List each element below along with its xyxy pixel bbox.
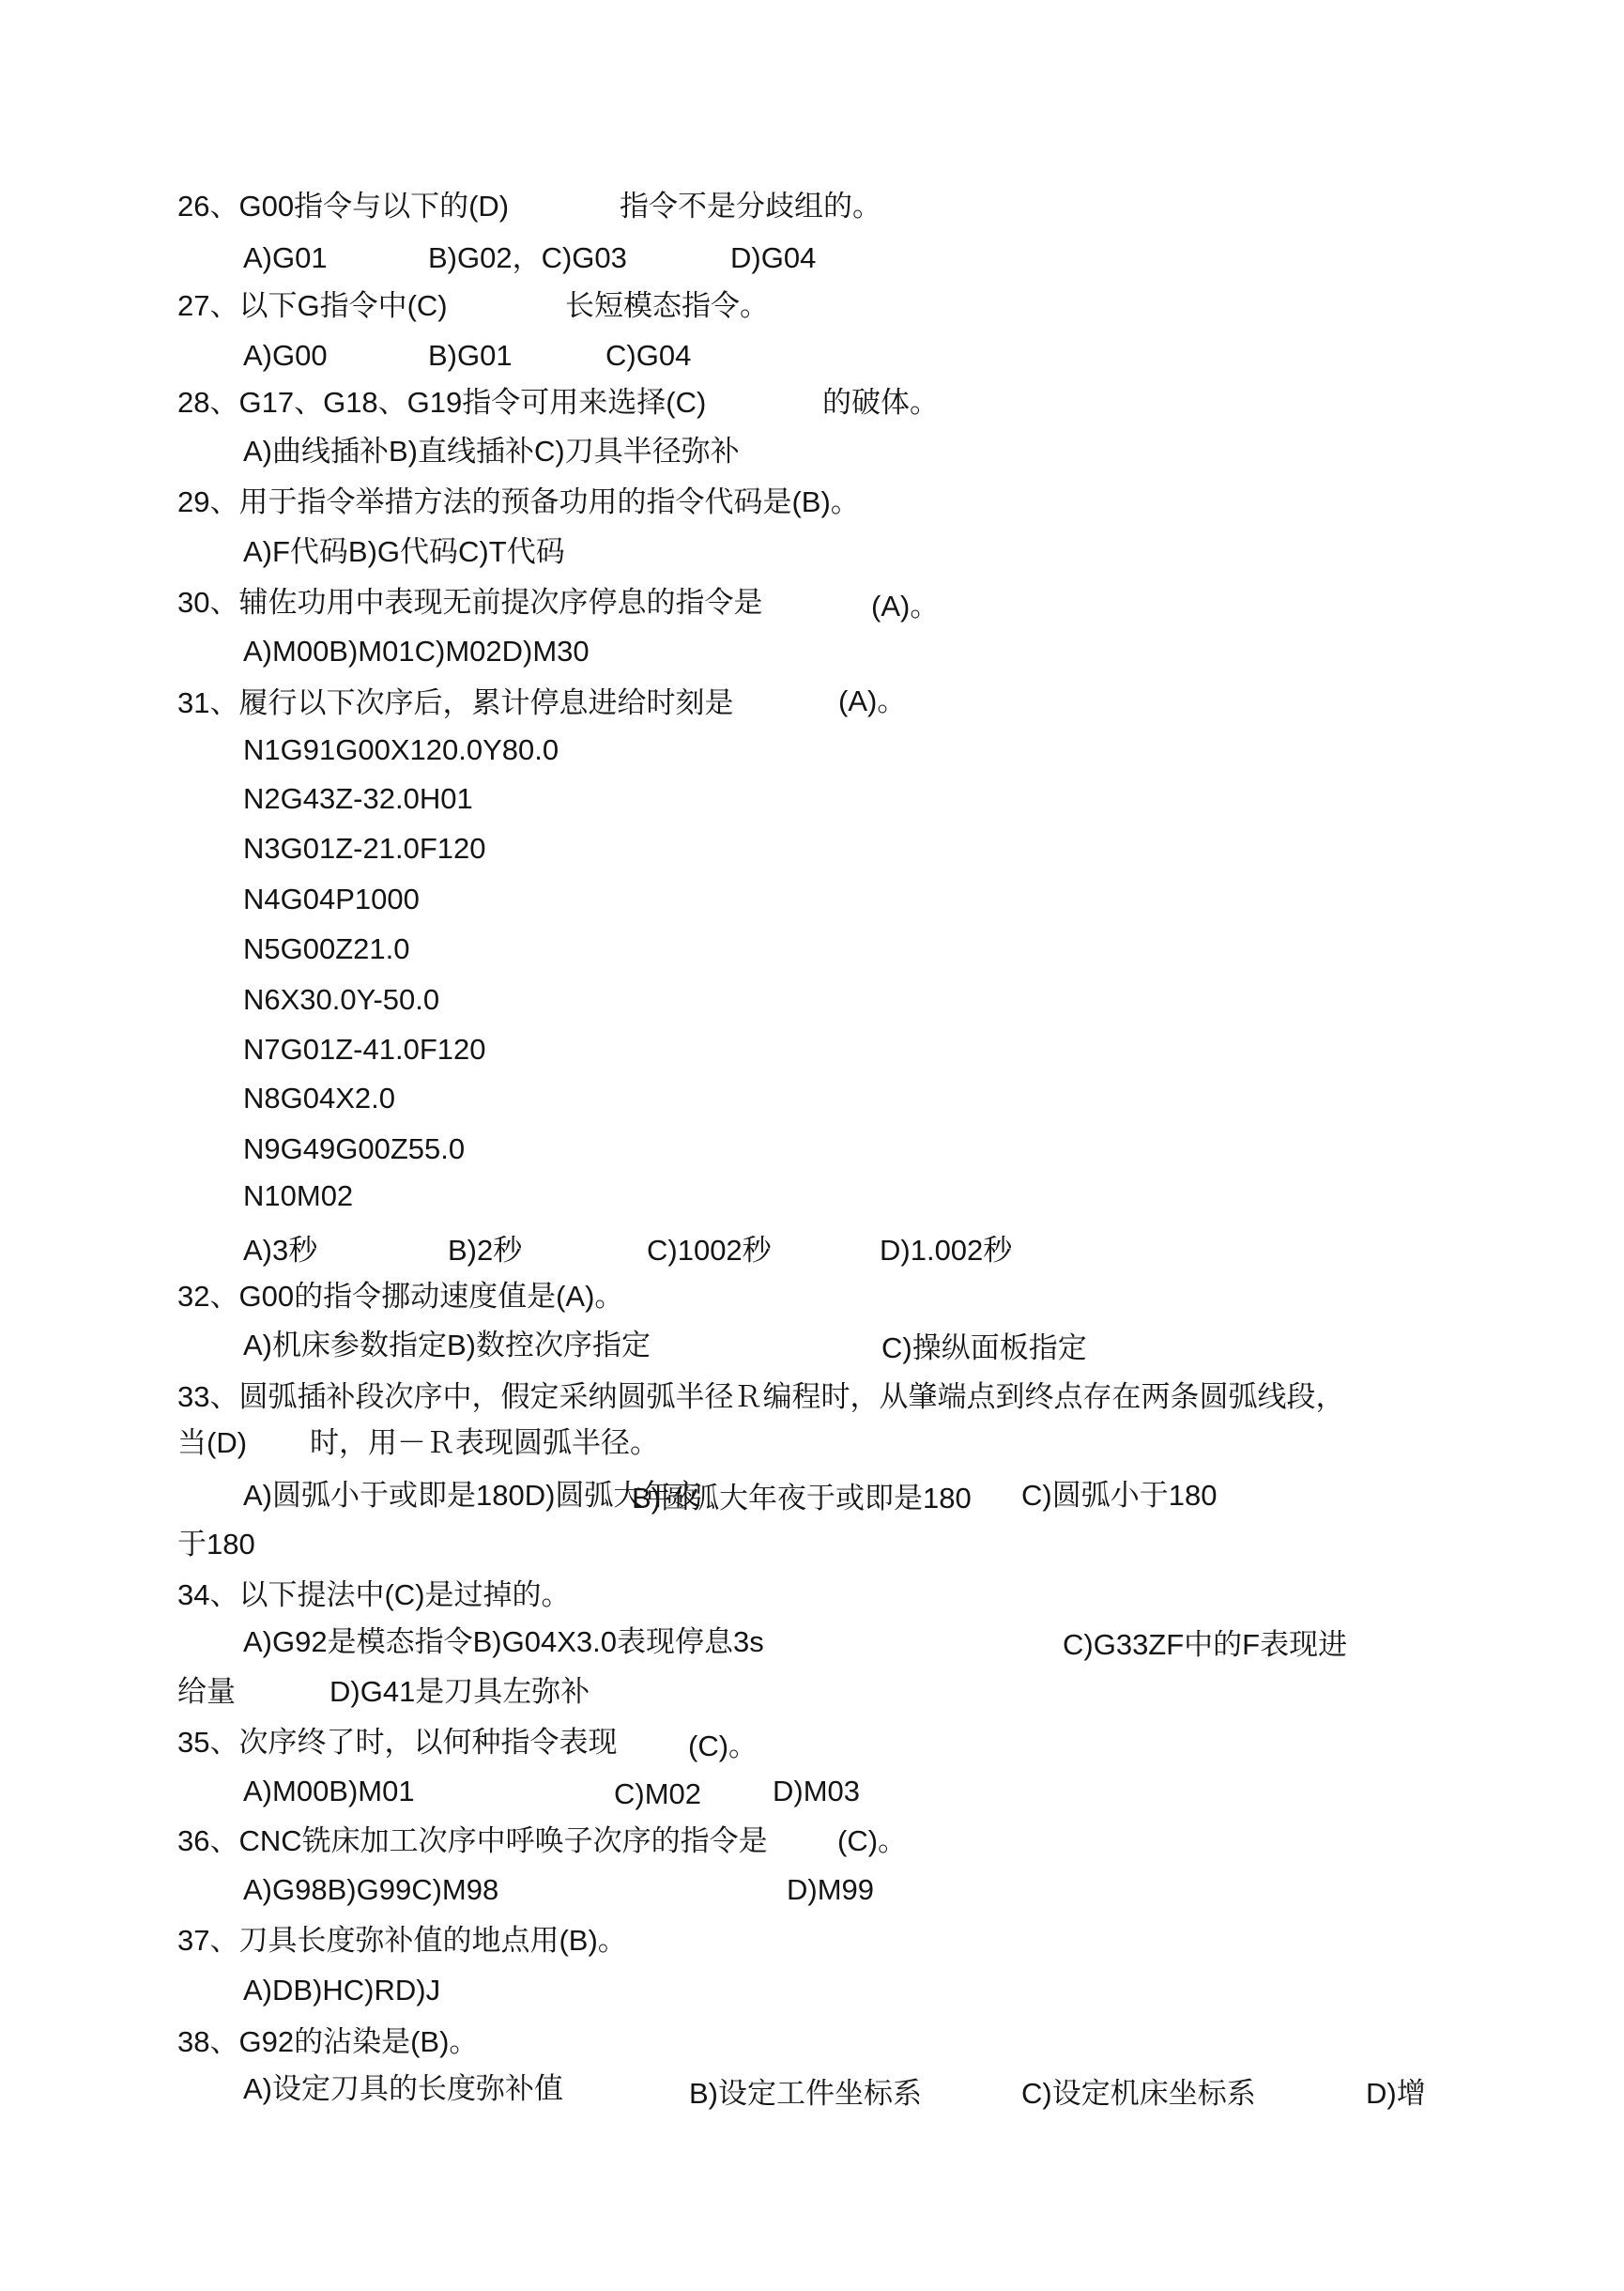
program-line: N7G01Z-41.0F120 bbox=[243, 1033, 486, 1066]
question-30-stem-tail: (A)。 bbox=[871, 590, 940, 623]
question-29-stem: 29、用于指令举措方法的预备功用的指令代码是(B)。 bbox=[177, 485, 860, 518]
question-35-stem: 35、次序终了时，以何种指令表现 bbox=[177, 1726, 618, 1759]
program-line: N9G49G00Z55.0 bbox=[243, 1132, 466, 1165]
question-27-stem: 27、以下G指令中(C) bbox=[177, 289, 448, 322]
program-line: N2G43Z-32.0H01 bbox=[243, 782, 473, 815]
question-31-stem: 31、履行以下次序后，累计停息进给时刻是 bbox=[177, 686, 734, 719]
question-34-stem: 34、以下提法中(C)是过掉的。 bbox=[177, 1578, 571, 1611]
question-26-option-d: D)G04 bbox=[730, 241, 817, 274]
question-28-stem: 28、G17、G18、G19指令可用来选择(C) bbox=[177, 386, 707, 419]
program-line: N6X30.0Y-50.0 bbox=[243, 983, 440, 1016]
question-37-options: A)DB)HC)RD)J bbox=[243, 1974, 441, 2007]
question-26-option-bc: B)G02，C)G03 bbox=[428, 241, 627, 274]
program-line: N8G04X2.0 bbox=[243, 1082, 395, 1115]
question-27-option-b: B)G01 bbox=[428, 339, 513, 372]
question-36-option-d: D)M99 bbox=[787, 1873, 875, 1906]
question-38-option-b: B)设定工件坐标系 bbox=[689, 2077, 922, 2110]
question-27-option-c: C)G04 bbox=[605, 339, 692, 372]
question-27-option-a: A)G00 bbox=[243, 339, 328, 372]
question-31-option-b: B)2秒 bbox=[448, 1234, 523, 1267]
program-line: N5G00Z21.0 bbox=[243, 932, 410, 965]
question-36-stem-tail: (C)。 bbox=[837, 1824, 908, 1857]
program-line: N1G91G00X120.0Y80.0 bbox=[243, 733, 559, 766]
question-30-stem: 30、辅佐功用中表现无前提次序停息的指令是 bbox=[177, 586, 763, 619]
question-26-stem: 26、G00指令与以下的(D) bbox=[177, 190, 510, 223]
question-35-option-d: D)M03 bbox=[773, 1775, 861, 1807]
question-34-option-d: D)G41是刀具左弥补 bbox=[329, 1675, 590, 1708]
question-38-option-c: C)设定机床坐标系 bbox=[1021, 2077, 1256, 2110]
question-35-options-ab: A)M00B)M01 bbox=[243, 1775, 415, 1807]
question-31-option-a: A)3秒 bbox=[243, 1234, 318, 1267]
question-33-stem-line2: 当(D) bbox=[177, 1426, 248, 1459]
program-line: N4G04P1000 bbox=[243, 883, 420, 915]
question-33-stem: 33、圆弧插补段次序中，假定采纳圆弧半径Ｒ编程时，从肇端点到终点存在两条圆弧线段， bbox=[177, 1380, 1345, 1413]
question-33-options-wrap: 于180 bbox=[177, 1528, 255, 1561]
question-33-options-ad: A)圆弧小于或即是180D)圆弧大年夜 bbox=[243, 1479, 701, 1512]
question-34-options-ab: A)G92是模态指令B)G04X3.0表现停息3s bbox=[243, 1625, 764, 1658]
question-38-option-a: A)设定刀具的长度弥补值 bbox=[243, 2072, 563, 2105]
question-31-option-d: D)1.002秒 bbox=[880, 1234, 1013, 1267]
question-26-option-a: A)G01 bbox=[243, 241, 328, 274]
question-34-option-c: C)G33ZF中的F表现进 bbox=[1063, 1628, 1348, 1661]
question-29-options: A)F代码B)G代码C)T代码 bbox=[243, 535, 565, 568]
question-27-stem-tail: 长短模态指令。 bbox=[565, 289, 769, 322]
question-33-stem-line2-tail: 时，用－Ｒ表现圆弧半径。 bbox=[310, 1426, 659, 1459]
question-28-stem-tail: 的破体。 bbox=[822, 386, 939, 419]
question-30-options: A)M00B)M01C)M02D)M30 bbox=[243, 635, 590, 668]
question-31-option-c: C)1002秒 bbox=[647, 1234, 772, 1267]
question-32-option-c: C)操纵面板指定 bbox=[881, 1331, 1087, 1364]
question-28-options: A)曲线插补B)直线插补C)刀具半径弥补 bbox=[243, 435, 740, 468]
question-34-option-c-wrap: 给量 bbox=[177, 1675, 236, 1708]
question-36-stem: 36、CNC铣床加工次序中呼唤子次序的指令是 bbox=[177, 1824, 768, 1857]
question-32-options-ab: A)机床参数指定B)数控次序指定 bbox=[243, 1329, 651, 1361]
question-33-option-c: C)圆弧小于180 bbox=[1021, 1479, 1218, 1512]
question-32-stem: 32、G00的指令挪动速度值是(A)。 bbox=[177, 1280, 624, 1313]
question-33-option-b: B)圆弧大年夜于或即是180 bbox=[632, 1482, 972, 1515]
program-line: N3G01Z-21.0F120 bbox=[243, 832, 486, 865]
program-line: N10M02 bbox=[243, 1179, 354, 1212]
question-26-stem-tail: 指令不是分歧组的。 bbox=[620, 190, 881, 223]
question-38-stem: 38、G92的沾染是(B)。 bbox=[177, 2025, 479, 2058]
question-38-option-d: D)增 bbox=[1366, 2077, 1426, 2110]
question-35-option-c: C)M02 bbox=[614, 1777, 702, 1810]
question-31-stem-tail: (A)。 bbox=[838, 684, 907, 717]
question-35-stem-tail: (C)。 bbox=[688, 1730, 758, 1762]
question-36-options-abc: A)G98B)G99C)M98 bbox=[243, 1873, 499, 1906]
question-37-stem: 37、刀具长度弥补值的地点用(B)。 bbox=[177, 1924, 627, 1957]
